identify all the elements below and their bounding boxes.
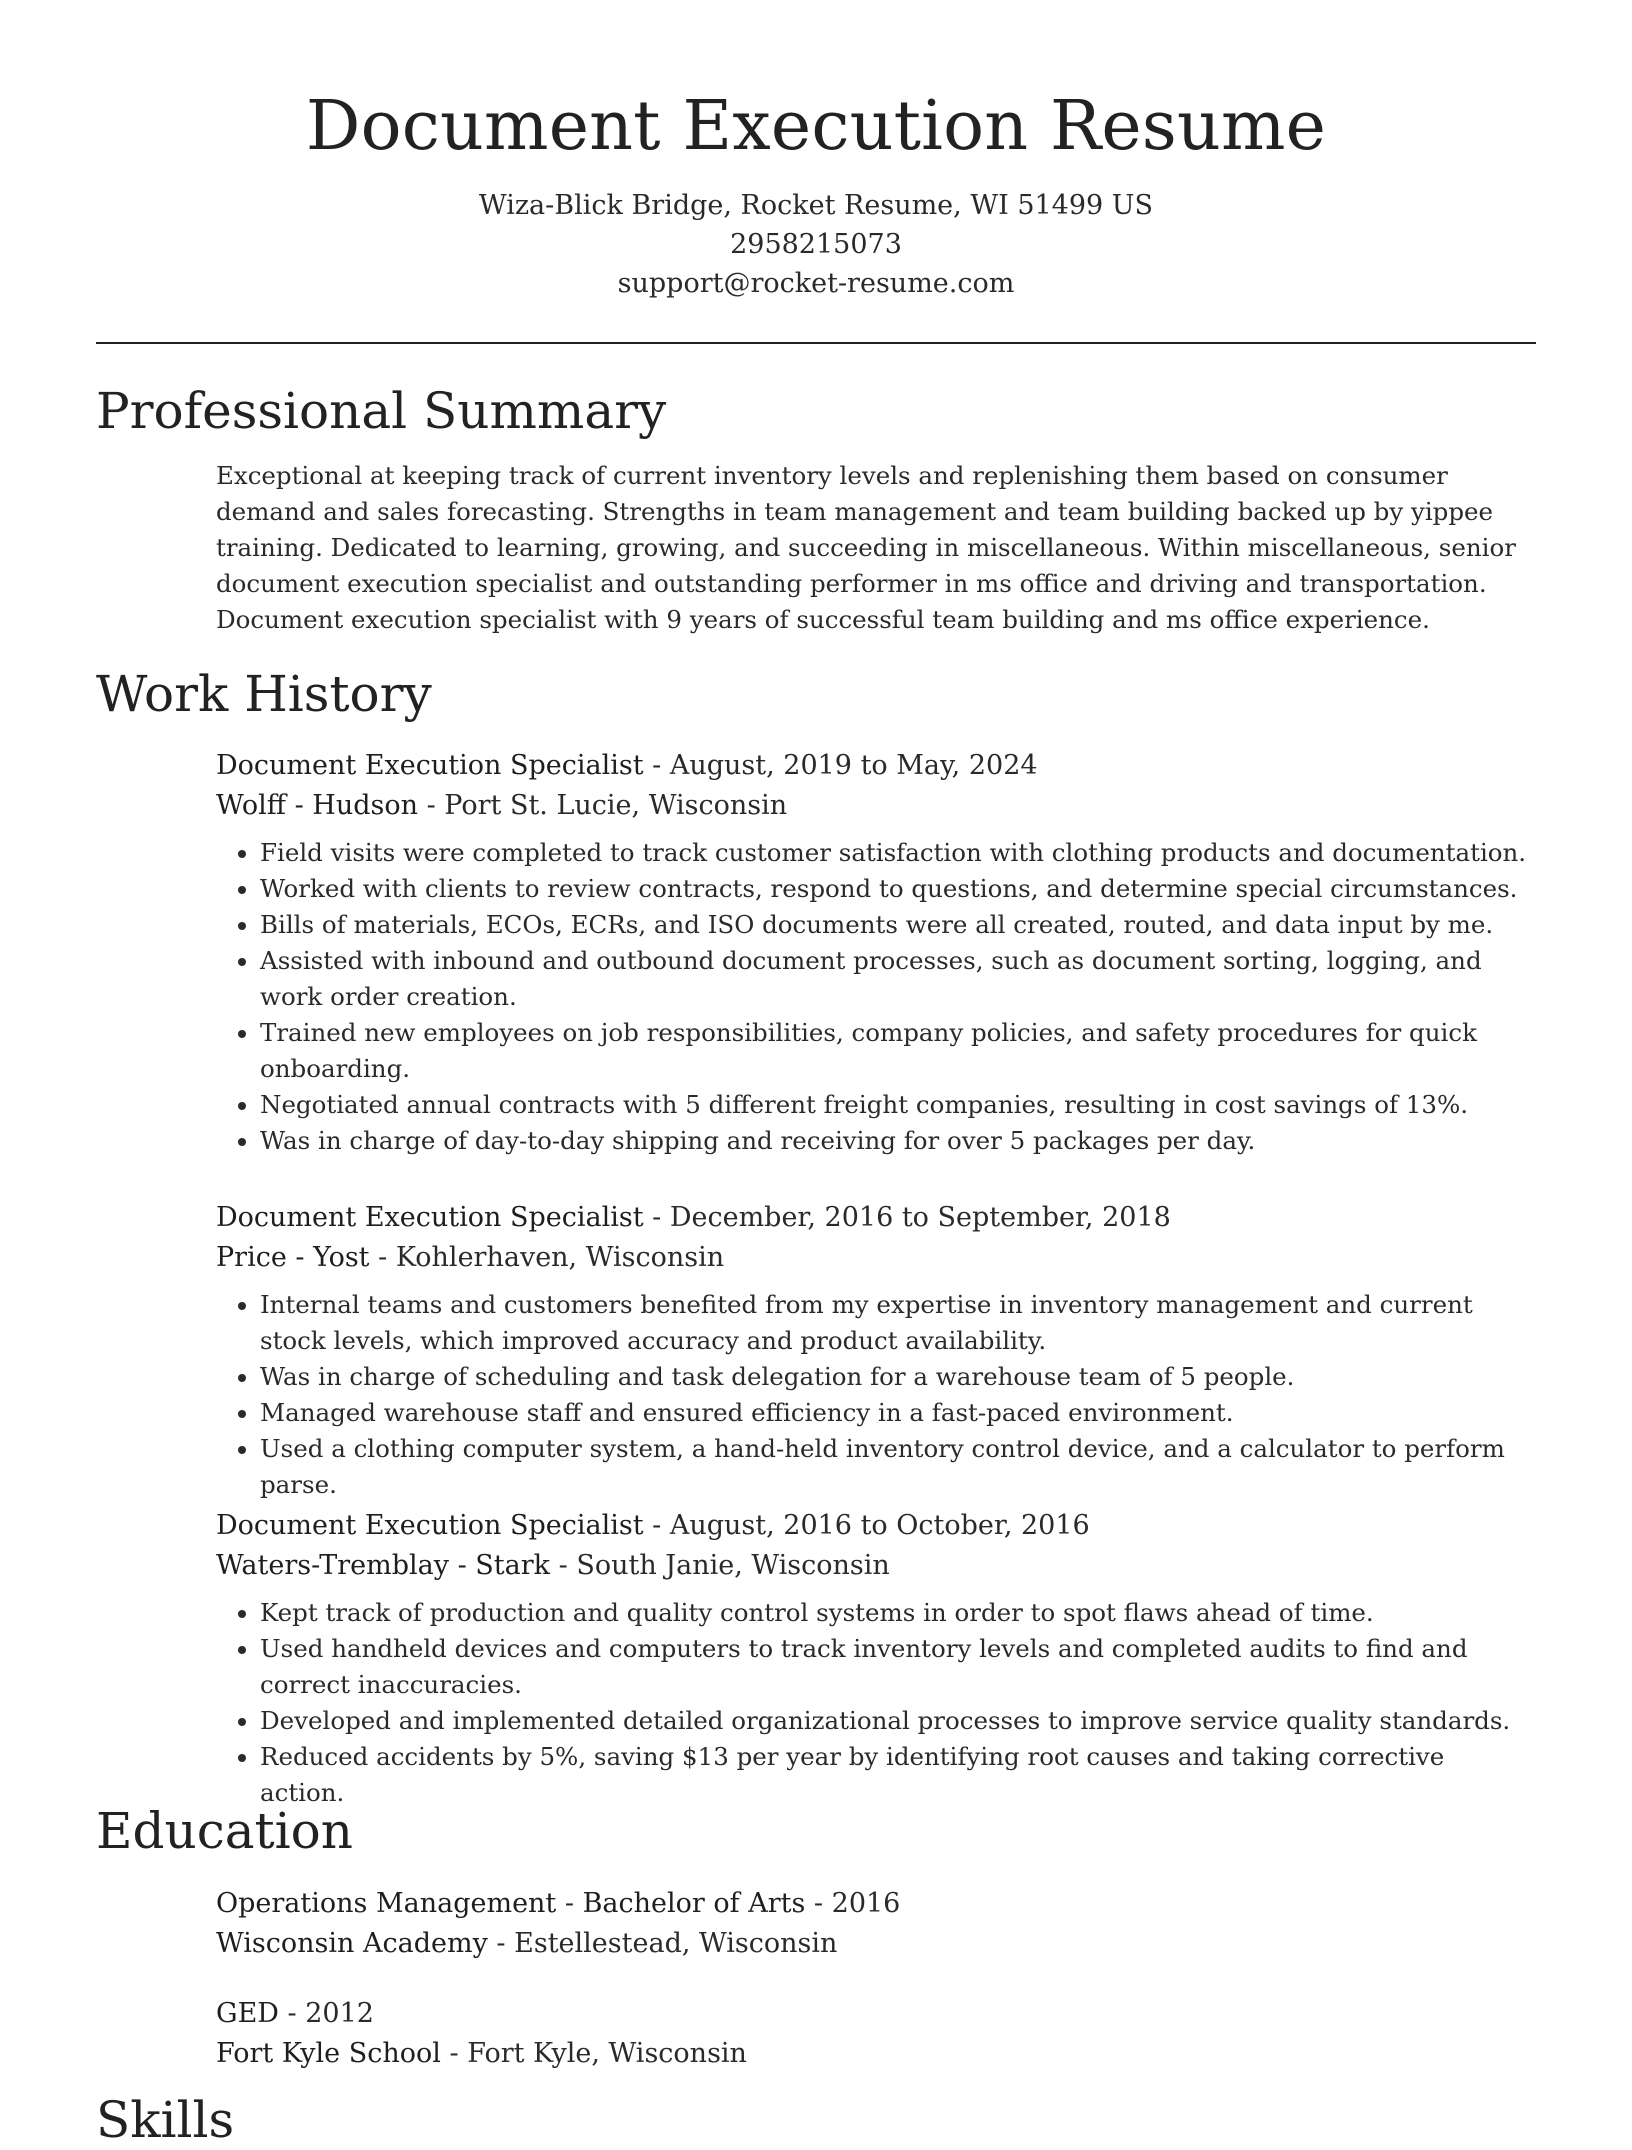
resume-header (0, 82, 1632, 303)
job-bullet: • Internal teams and customers benefited from my expertise in inventory management and current stock levels, which improved accuracy and product availability. (260, 1287, 1536, 1359)
job-bullets (216, 835, 1536, 1159)
job-company: Waters-Tremblay - Stark (216, 1550, 551, 1581)
job-bullet: • Bills of materials, ECOs, ECRs, and ISO documents were all created, routed, and data input by me. (260, 907, 1536, 943)
education-degree: Bachelor of Arts (582, 1888, 806, 1919)
job-location: Kohlerhaven, Wisconsin (395, 1242, 725, 1273)
job-dates: August, 2016 to October, 2016 (669, 1510, 1090, 1541)
job-title: Document Execution Specialist (216, 1510, 644, 1541)
header-divider (96, 342, 1536, 344)
job-bullets (216, 1595, 1536, 1811)
education-school-line (216, 1924, 1536, 1964)
education-field: Operations Management (216, 1888, 557, 1919)
job-dates: December, 2016 to September, 2018 (669, 1202, 1171, 1233)
job-company: Wolff - Hudson (216, 790, 418, 821)
job-company: Price - Yost (216, 1242, 370, 1273)
education-location: Estellestead, Wisconsin (514, 1928, 838, 1959)
separator: - (487, 1928, 515, 1959)
summary-section (216, 458, 1536, 638)
education-heading: Education (96, 1802, 353, 1860)
separator: - (440, 2038, 468, 2069)
education-degree: GED (216, 1998, 279, 2029)
separator: - (556, 1888, 583, 1919)
separator: - (805, 1888, 832, 1919)
job-bullet: • Managed warehouse staff and ensured efficiency in a fast-paced environment. (260, 1395, 1536, 1431)
separator: - (643, 750, 670, 781)
work-history-heading: Work History (96, 665, 432, 723)
resume-title: Document Execution Resume (305, 87, 1327, 166)
job-company-line (216, 1546, 1536, 1586)
job-title-line (216, 1198, 1536, 1238)
separator: - (369, 1242, 396, 1273)
job-bullet: • Used handheld devices and computers to track inventory levels and completed audits to find and correct inaccuracies. (260, 1631, 1536, 1703)
education-year: 2012 (305, 1998, 374, 2029)
job-location: South Janie, Wisconsin (576, 1550, 890, 1581)
job-location: Port St. Lucie, Wisconsin (444, 790, 788, 821)
education-entry (216, 1994, 1536, 2074)
contact-email: support@rocket-resume.com (617, 268, 1015, 299)
job-bullet: • Used a clothing computer system, a hand-held inventory control device, and a calculator to perform parse. (260, 1431, 1536, 1503)
summary-heading: Professional Summary (96, 382, 667, 440)
job-bullet: • Field visits were completed to track customer satisfaction with clothing products and documentation. (260, 835, 1536, 871)
education-school: Wisconsin Academy (216, 1928, 488, 1959)
job-entry (216, 1198, 1536, 1503)
separator: - (643, 1510, 670, 1541)
job-bullet: • Negotiated annual contracts with 5 different freight companies, resulting in cost savings of 13%. (260, 1087, 1536, 1123)
separator: - (550, 1550, 577, 1581)
education-location: Fort Kyle, Wisconsin (467, 2038, 747, 2069)
education-year: 2016 (831, 1888, 901, 1919)
job-entry (216, 1506, 1536, 1811)
job-bullet: • Was in charge of scheduling and task delegation for a warehouse team of 5 people. (260, 1359, 1536, 1395)
job-title-line (216, 746, 1536, 786)
education-school-line (216, 2034, 1536, 2074)
job-entry (216, 746, 1536, 1159)
separator: - (643, 1202, 670, 1233)
job-bullet: • Trained new employees on job responsibilities, company policies, and safety procedures for quick onboarding. (260, 1015, 1536, 1087)
education-entry (216, 1884, 1536, 1964)
contact-phone: 2958215073 (730, 229, 902, 260)
job-title: Document Execution Specialist (216, 1202, 644, 1233)
skills-heading: Skills (96, 2091, 235, 2149)
contact-address: Wiza-Blick Bridge, Rocket Resume, WI 51499 US (478, 190, 1154, 221)
job-title: Document Execution Specialist (216, 750, 644, 781)
job-bullet: • Developed and implemented detailed organizational processes to improve service quality standards. (260, 1703, 1536, 1739)
separator: - (418, 790, 445, 821)
job-bullet: • Worked with clients to review contracts, respond to questions, and determine special circumstances. (260, 871, 1536, 907)
job-bullet: • Assisted with inbound and outbound document processes, such as document sorting, logging, and work order creation. (260, 943, 1536, 1015)
education-degree-line (216, 1884, 1536, 1924)
job-bullets (216, 1287, 1536, 1503)
job-bullet: • Was in charge of day-to-day shipping and receiving for over 5 packages per day. (260, 1123, 1536, 1159)
job-bullet: • Reduced accidents by 5%, saving $13 per year by identifying root causes and taking corrective action. (260, 1739, 1536, 1811)
summary-text: Exceptional at keeping track of current inventory levels and replenishing them based on consumer demand and sales forecasting. Strengths in team management and team building backed up by yippee training. Dedicated to learning, growing, and succeeding in miscellaneous. Within miscellaneous, senior document execution specialist and outstanding performer in ms office and driving and transportation. Document execution specialist with 9 years of successful team building and ms office experience. (216, 461, 1516, 634)
education-degree-line (216, 1994, 1536, 2034)
contact-info (0, 186, 1632, 303)
job-bullet: • Kept track of production and quality control systems in order to spot flaws ahead of time. (260, 1595, 1536, 1631)
education-school: Fort Kyle School (216, 2038, 441, 2069)
job-dates: August, 2019 to May, 2024 (669, 750, 1038, 781)
separator: - (278, 1998, 306, 2029)
job-company-line (216, 786, 1536, 826)
job-company-line (216, 1238, 1536, 1278)
job-title-line (216, 1506, 1536, 1546)
